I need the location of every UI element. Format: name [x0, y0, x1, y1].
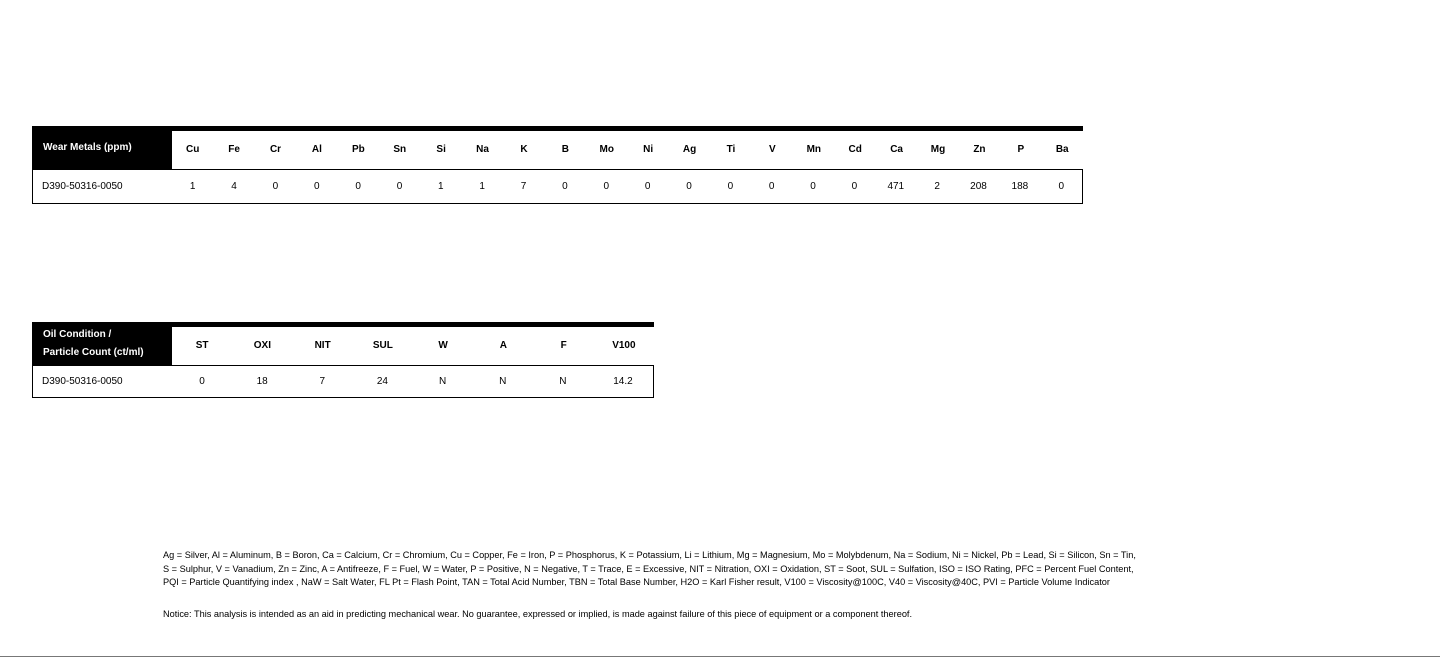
column-header: Ti: [726, 144, 736, 155]
table-cell: 208: [970, 181, 987, 192]
legend-line: Ag = Silver, Al = Aluminum, B = Boron, Ca = Calcium, Cr = Chromium, Cu = Copper, Fe = Iron, P = Phosphorus, K = Potassium, Li = Lithium, Mg = Magnesium, Mo = Molybdenum, Na = Sodium, Ni = Nickel, Pb = Lead, Si = Silicon, Sn = Tin,: [163, 550, 1136, 560]
table-cell: 2: [934, 181, 940, 192]
table-cell: 0: [810, 181, 816, 192]
table-cell: 0: [313, 181, 320, 192]
oil-condition-title-line2: Particle Count (ct/ml): [43, 346, 144, 358]
column-header: Si: [436, 144, 446, 155]
table-cell: 0: [562, 181, 568, 192]
column-header: Ag: [682, 144, 697, 155]
table-cell: 0: [199, 376, 205, 387]
table-cell: 188: [1011, 181, 1029, 192]
column-header: W: [438, 340, 448, 351]
table-row: [32, 365, 654, 398]
column-header: Mo: [599, 144, 614, 155]
oil-condition-column-headers: [172, 327, 654, 365]
column-header: Mg: [930, 144, 946, 155]
column-header: OXI: [253, 340, 271, 351]
column-header: Sn: [393, 144, 407, 155]
oil-condition-table: [32, 322, 654, 398]
table-cell: 14.2: [613, 376, 633, 387]
column-header: Cd: [848, 144, 862, 155]
disclaimer-notice: Notice: This analysis is intended as an aid in predicting mechanical wear. No guarantee, expressed or implied, is made against failure of this piece of equipment or a component thereof.: [163, 609, 913, 619]
table-cell: N: [499, 376, 507, 387]
column-header: Ca: [890, 144, 903, 155]
table-cell: 0: [355, 181, 361, 192]
column-header: P: [1017, 144, 1025, 155]
legend-line: PQI = Particle Quantifying index , NaW = Salt Water, FL Pt = Flash Point, TAN = Total Acid Number, TBN = Total Base Number, H2O = Karl Fisher result, V100 = Viscosity@100C, V40 = Viscosity@40C, PVI = Particle Volume Indicator: [163, 577, 1110, 587]
table-cell: 4: [231, 181, 237, 192]
wear-metals-values: [172, 170, 1082, 203]
column-header: Fe: [228, 144, 240, 155]
table-cell: 24: [376, 376, 388, 387]
wear-metals-header: [32, 126, 1083, 169]
wear-metals-title: [32, 126, 172, 169]
table-cell: 1: [189, 181, 196, 192]
column-header: Ba: [1055, 144, 1069, 155]
table-cell: 0: [1058, 181, 1064, 192]
column-header: B: [561, 144, 569, 155]
column-header: Cr: [269, 144, 282, 155]
sample-id: D390-50316-0050: [42, 376, 123, 387]
table-cell: 18: [256, 376, 268, 387]
table-cell: 0: [727, 181, 734, 192]
table-row: [32, 169, 1083, 204]
table-cell: 0: [768, 181, 775, 192]
table-cell: 1: [479, 181, 485, 192]
column-header: Zn: [973, 144, 986, 155]
column-header: F: [560, 340, 567, 351]
table-cell: 7: [520, 181, 527, 192]
table-cell: 0: [272, 181, 279, 192]
column-header: Mn: [806, 144, 822, 155]
column-header: SUL: [372, 340, 393, 351]
table-cell: 0: [396, 181, 403, 192]
oil-condition-header: [32, 322, 654, 365]
column-header: Cu: [186, 144, 200, 155]
table-cell: N: [438, 376, 447, 387]
table-cell: 1: [438, 181, 444, 192]
wear-metals-table: [32, 126, 1083, 205]
abbreviation-legend: [163, 549, 1223, 590]
table-cell: 471: [887, 181, 905, 192]
column-header: Al: [311, 144, 322, 155]
column-header: NIT: [314, 340, 331, 351]
column-header: K: [520, 144, 528, 155]
table-cell: 0: [686, 181, 692, 192]
oil-condition-values: [172, 366, 653, 397]
column-header: ST: [195, 340, 209, 351]
column-header: V: [769, 144, 776, 155]
wear-metals-title-text: Wear Metals (ppm): [43, 141, 132, 153]
oil-condition-title: [32, 322, 172, 365]
column-header: Pb: [351, 144, 365, 155]
sample-id: D390-50316-0050: [42, 181, 123, 192]
wear-metals-column-headers: [172, 131, 1083, 169]
column-header: Ni: [643, 144, 654, 155]
column-header: Na: [476, 144, 489, 155]
table-cell: 0: [851, 181, 858, 192]
oil-condition-title-line1: Oil Condition /: [43, 328, 112, 340]
table-cell: 0: [644, 181, 651, 192]
legend-line: S = Sulphur, V = Vanadium, Zn = Zinc, A = Antifreeze, F = Fuel, W = Water, P = Positive, N = Negative, T = Trace, E = Excessive, NIT = Nitration, OXI = Oxidation, ST = Soot, SUL = Sulfation, ISO = ISO Rating, PFC = Percent Fuel Content,: [163, 563, 1134, 574]
table-cell: 7: [319, 376, 326, 387]
table-cell: 0: [603, 181, 610, 192]
column-header: V100: [612, 340, 636, 351]
table-cell: N: [559, 376, 567, 387]
column-header: A: [499, 340, 507, 351]
